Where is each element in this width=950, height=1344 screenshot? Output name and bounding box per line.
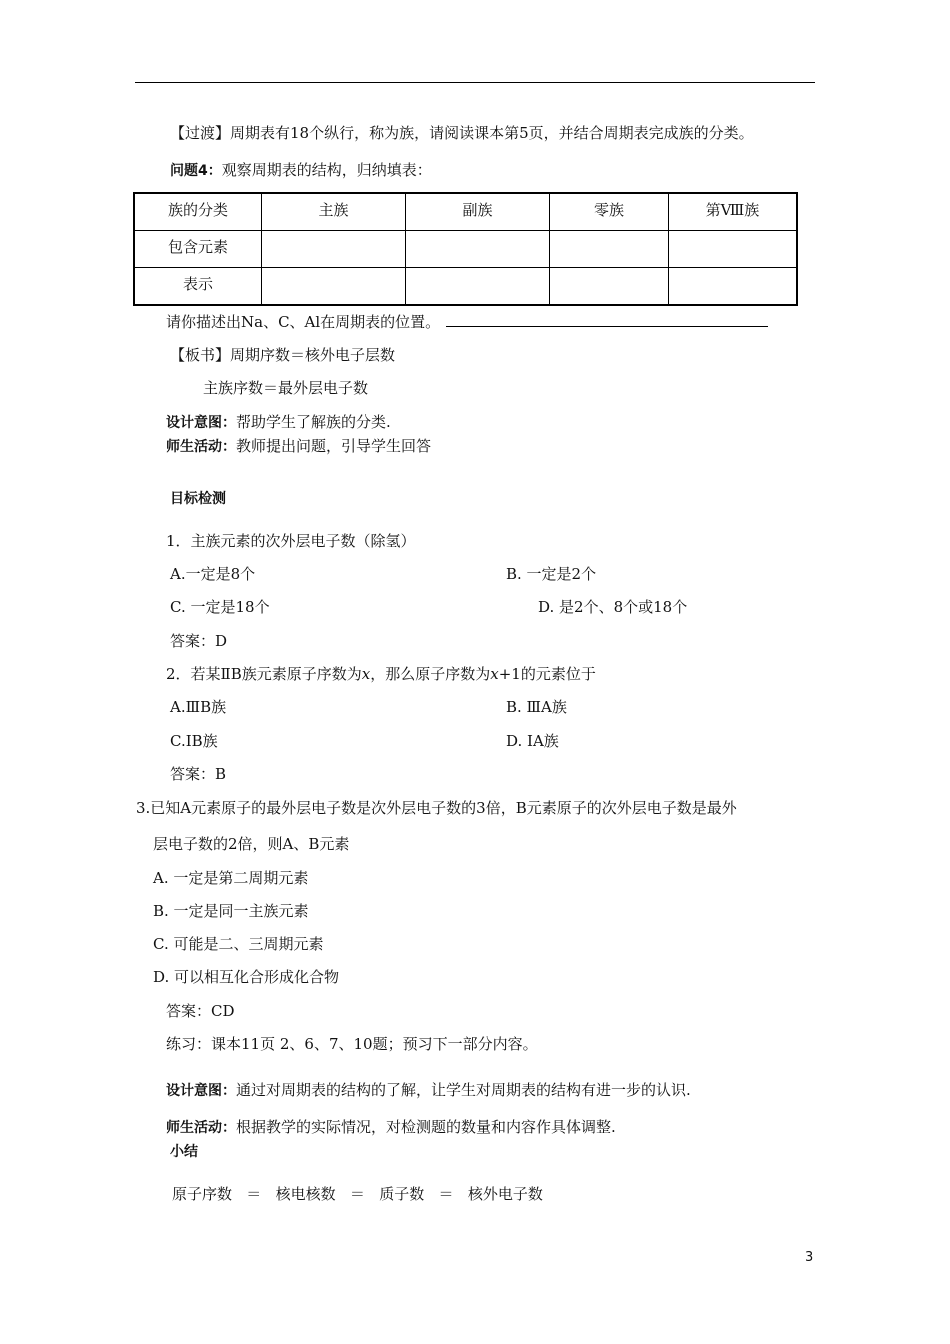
describe-prompt-text: 请你描述出Na、C、Al在周期表的位置。 <box>166 313 441 331</box>
design-intent-label: 设计意图： <box>166 1083 236 1099</box>
table-header-cell: 第Ⅷ族 <box>669 193 798 231</box>
q1-option-a: A.一定是8个 <box>170 565 256 583</box>
q1-option-b: B. 一定是2个 <box>506 565 597 583</box>
transition-text: 【过渡】周期表有18个纵行，称为族，请阅读课本第5页，并结合周期表完成族的分类。 <box>170 124 754 142</box>
describe-prompt <box>166 312 768 332</box>
board-line-2: 主族序数＝最外层电子数 <box>203 379 369 397</box>
table-cell <box>262 268 406 306</box>
table-row <box>134 231 797 268</box>
q2-variable: x <box>490 665 499 683</box>
table-cell <box>406 231 550 268</box>
q1-stem: 1．主族元素的次外层电子数（除氢） <box>166 532 416 550</box>
table-cell <box>669 231 798 268</box>
q2-answer: 答案：B <box>170 765 227 783</box>
table-row <box>134 268 797 306</box>
answer-blank <box>446 312 768 327</box>
table-cell <box>550 231 669 268</box>
q2-stem <box>166 664 596 684</box>
design-intent-text: 通过对周期表的结构的了解，让学生对周期表的结构有进一步的认识. <box>236 1081 691 1099</box>
teacher-activity-2 <box>166 1117 616 1138</box>
q1-option-d: D. 是2个、8个或18个 <box>538 598 688 616</box>
summary-title: 小结 <box>170 1144 198 1160</box>
q2-option-d: D. ⅠA族 <box>506 732 559 750</box>
teacher-activity-label: 师生活动： <box>166 439 236 455</box>
q2-option-a: A.ⅢB族 <box>170 698 227 716</box>
teacher-activity-1 <box>166 436 431 457</box>
question-4-label: 问题4： <box>170 163 222 179</box>
q3-answer: 答案：CD <box>166 1002 235 1020</box>
table-row-label: 包含元素 <box>134 231 262 268</box>
q2-stem-suffix: +1的元素位于 <box>498 665 596 683</box>
q1-option-c: C. 一定是18个 <box>170 598 270 616</box>
design-intent-label: 设计意图： <box>166 415 236 431</box>
teacher-activity-text: 教师提出问题，引导学生回答 <box>236 437 432 455</box>
q2-variable: x <box>361 665 371 683</box>
practice-text: 练习：课本11页 2、6、7、10题；预习下一部分内容。 <box>166 1035 538 1053</box>
table-header-cell: 主族 <box>262 193 406 231</box>
board-line-1: 【板书】周期序数＝核外电子层数 <box>170 346 396 364</box>
q3-stem-line-1: 3.已知A元素原子的最外层电子数是次外层电子数的3倍，B元素原子的次外层电子数是最外 <box>136 799 737 817</box>
teacher-activity-text: 根据教学的实际情况，对检测题的数量和内容作具体调整. <box>236 1118 616 1136</box>
question-4 <box>170 160 432 181</box>
q2-option-b: B. ⅢA族 <box>506 698 567 716</box>
q3-stem-line-2: 层电子数的2倍，则A、B元素 <box>153 835 350 853</box>
table-header-row <box>134 193 797 231</box>
q3-option-a: A. 一定是第二周期元素 <box>153 869 309 887</box>
q2-stem-mid: ，那么原子序数为 <box>370 665 491 683</box>
design-intent-text: 帮助学生了解族的分类. <box>236 413 391 431</box>
question-4-text: 观察周期表的结构，归纳填表： <box>221 161 432 179</box>
q3-option-c: C. 可能是二、三周期元素 <box>153 935 324 953</box>
teacher-activity-label: 师生活动： <box>166 1120 236 1136</box>
table-row-label: 表示 <box>134 268 262 306</box>
table-header-cell: 零族 <box>550 193 669 231</box>
table-header-cell: 副族 <box>406 193 550 231</box>
table-cell <box>262 231 406 268</box>
design-intent-2 <box>166 1080 691 1101</box>
q3-option-d: D. 可以相互化合形成化合物 <box>153 968 340 986</box>
table-cell <box>669 268 798 306</box>
q1-answer: 答案：D <box>170 632 228 650</box>
table-header-cell: 族的分类 <box>134 193 262 231</box>
summary-line: 原子序数 ＝ 核电核数 ＝ 质子数 ＝ 核外电子数 <box>172 1185 543 1203</box>
group-classification-table <box>133 192 798 306</box>
page-number: 3 <box>805 1250 814 1265</box>
q2-option-c: C.ⅠB族 <box>170 732 218 750</box>
table-cell <box>406 268 550 306</box>
q2-stem-prefix: 2．若某ⅡB族元素原子序数为 <box>166 665 362 683</box>
design-intent-1 <box>166 412 391 433</box>
q3-option-b: B. 一定是同一主族元素 <box>153 902 309 920</box>
header-rule <box>135 82 815 83</box>
table-cell <box>550 268 669 306</box>
target-title: 目标检测 <box>170 491 226 507</box>
